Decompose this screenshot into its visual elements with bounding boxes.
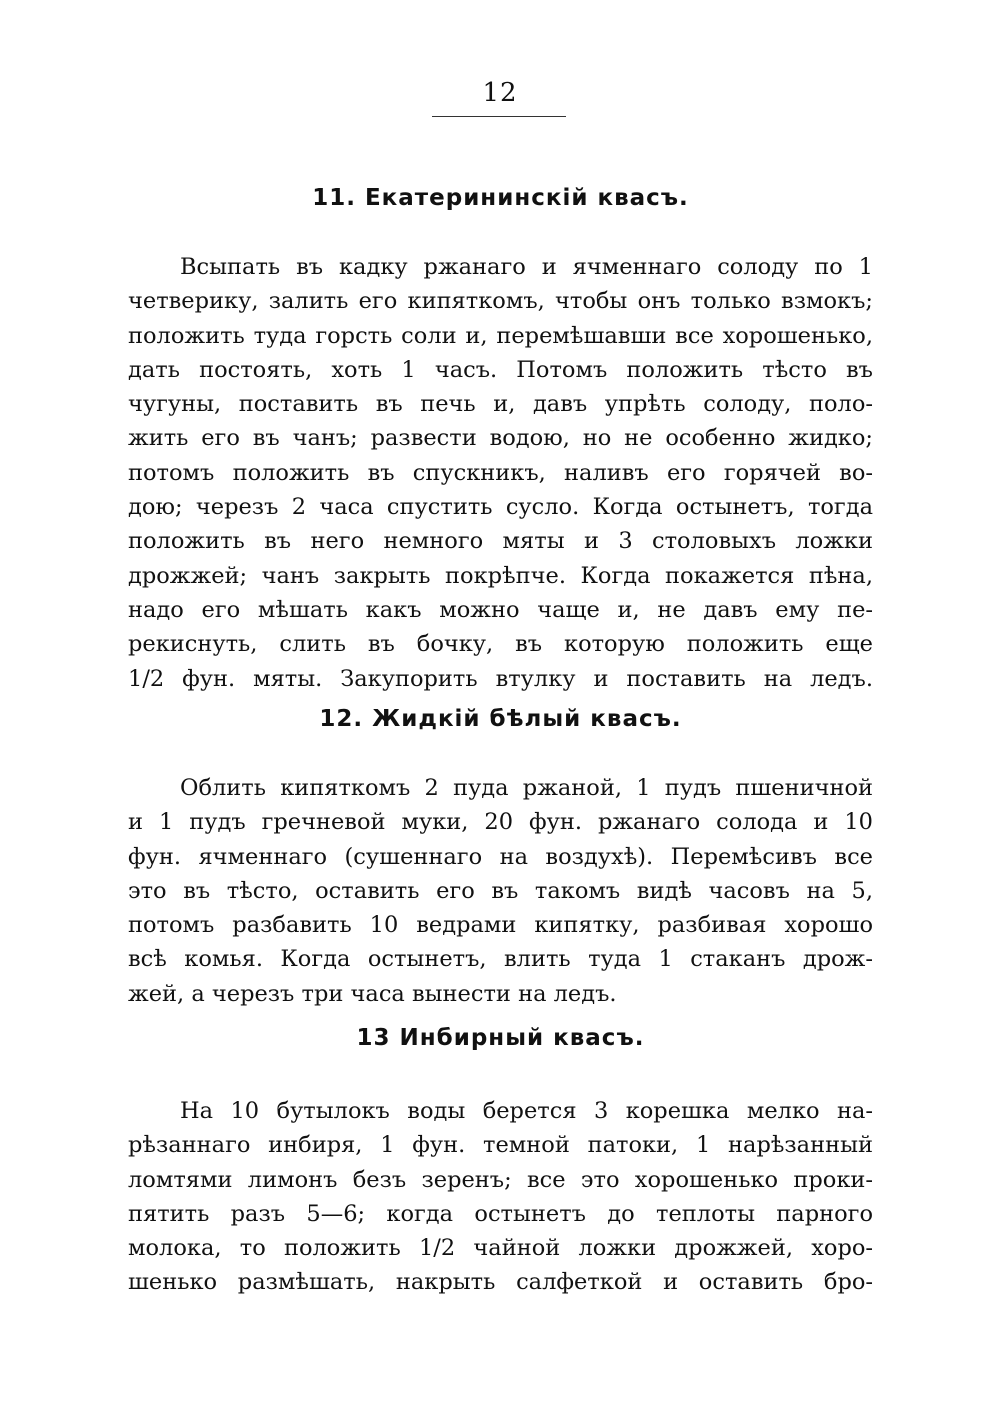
- text-line: жей, а черезъ три часа вынести на ледъ.: [128, 980, 617, 1007]
- text-line: надо его мѣшать какъ можно чаще и, не давъ ему пе-: [128, 596, 873, 623]
- text-line: Всыпать въ кадку ржанаго и ячменнаго солоду по 1: [180, 254, 873, 280]
- page-number-rule: [432, 116, 566, 117]
- recipe-text: [128, 250, 873, 696]
- recipe-heading: 13 Инбирный квасъ.: [356, 1025, 645, 1051]
- text-line: дрожжей; чанъ закрыть покрѣпче. Когда покажется пѣна,: [128, 562, 873, 589]
- text-line: жить его въ чанъ; развести водою, но не особенно жидко;: [128, 425, 873, 452]
- text-line: дать постоять, хоть 1 часъ. Потомъ положить тѣсто въ: [128, 356, 873, 383]
- text-line: это въ тѣсто, оставить его въ такомъ видѣ часовъ на 5,: [128, 877, 873, 904]
- text-line: пятить разъ 5—6; когда остынетъ до теплоты парного: [128, 1200, 873, 1227]
- text-line: потомъ положить въ спускникъ, наливъ его горячей во-: [128, 459, 873, 486]
- text-line: рѣзаннаго инбиря, 1 фун. темной патоки, 1 нарѣзанный: [128, 1132, 873, 1159]
- text-line: всѣ комья. Когда остынетъ, влить туда 1 стаканъ дрож-: [128, 946, 873, 973]
- text-line: положить туда горсть соли и, перемѣшавши все хорошенько,: [128, 322, 873, 349]
- recipe-section-13: [128, 1018, 873, 1300]
- text-line: На 10 бутылокъ воды берется 3 корешка мелко на-: [180, 1098, 873, 1124]
- text-line: дою; черезъ 2 часа спустить сусло. Когда остынетъ, тогда: [128, 494, 873, 521]
- text-line: фун. ячменнаго (сушеннаго на воздухѣ). Перемѣсивъ все: [128, 843, 873, 870]
- recipe-section-12: [128, 699, 873, 1011]
- text-line: ломтями лимонъ безъ зеренъ; все это хорошенько проки-: [128, 1166, 873, 1193]
- page-number: 12: [482, 78, 518, 108]
- text-line: четверику, залить его кипяткомъ, чтобы онъ только взмокъ;: [128, 288, 873, 315]
- text-line: Облить кипяткомъ 2 пуда ржаной, 1 пудъ пшеничной: [180, 775, 873, 801]
- recipe-heading: 12. Жидкiй бѣлый квасъ.: [319, 706, 682, 732]
- text-line: потомъ разбавить 10 ведрами кипятку, разбивая хорошо: [128, 912, 873, 939]
- text-line: молока, то положить 1/2 чайной ложки дрожжей, хоро-: [128, 1235, 873, 1262]
- text-line: чугуны, поставить въ печь и, давъ упрѣть солоду, поло-: [128, 391, 873, 418]
- recipe-text: [128, 771, 873, 1011]
- recipe-section-11: [128, 178, 873, 696]
- text-line: рекиснуть, слить въ бочку, въ которую положить еще: [128, 631, 873, 658]
- recipe-text: [128, 1094, 873, 1300]
- text-line: положить въ него немного мяты и 3 столовыхъ ложки: [128, 528, 873, 555]
- text-line: шенько размѣшать, накрыть салфеткой и оставить бро-: [128, 1269, 873, 1296]
- recipe-heading: 11. Екатерининскiй квасъ.: [312, 185, 689, 211]
- text-line: и 1 пудъ гречневой муки, 20 фун. ржанаго солода и 10: [128, 809, 873, 836]
- text-line: 1/2 фун. мяты. Закупорить втулку и поставить на ледъ.: [128, 665, 873, 692]
